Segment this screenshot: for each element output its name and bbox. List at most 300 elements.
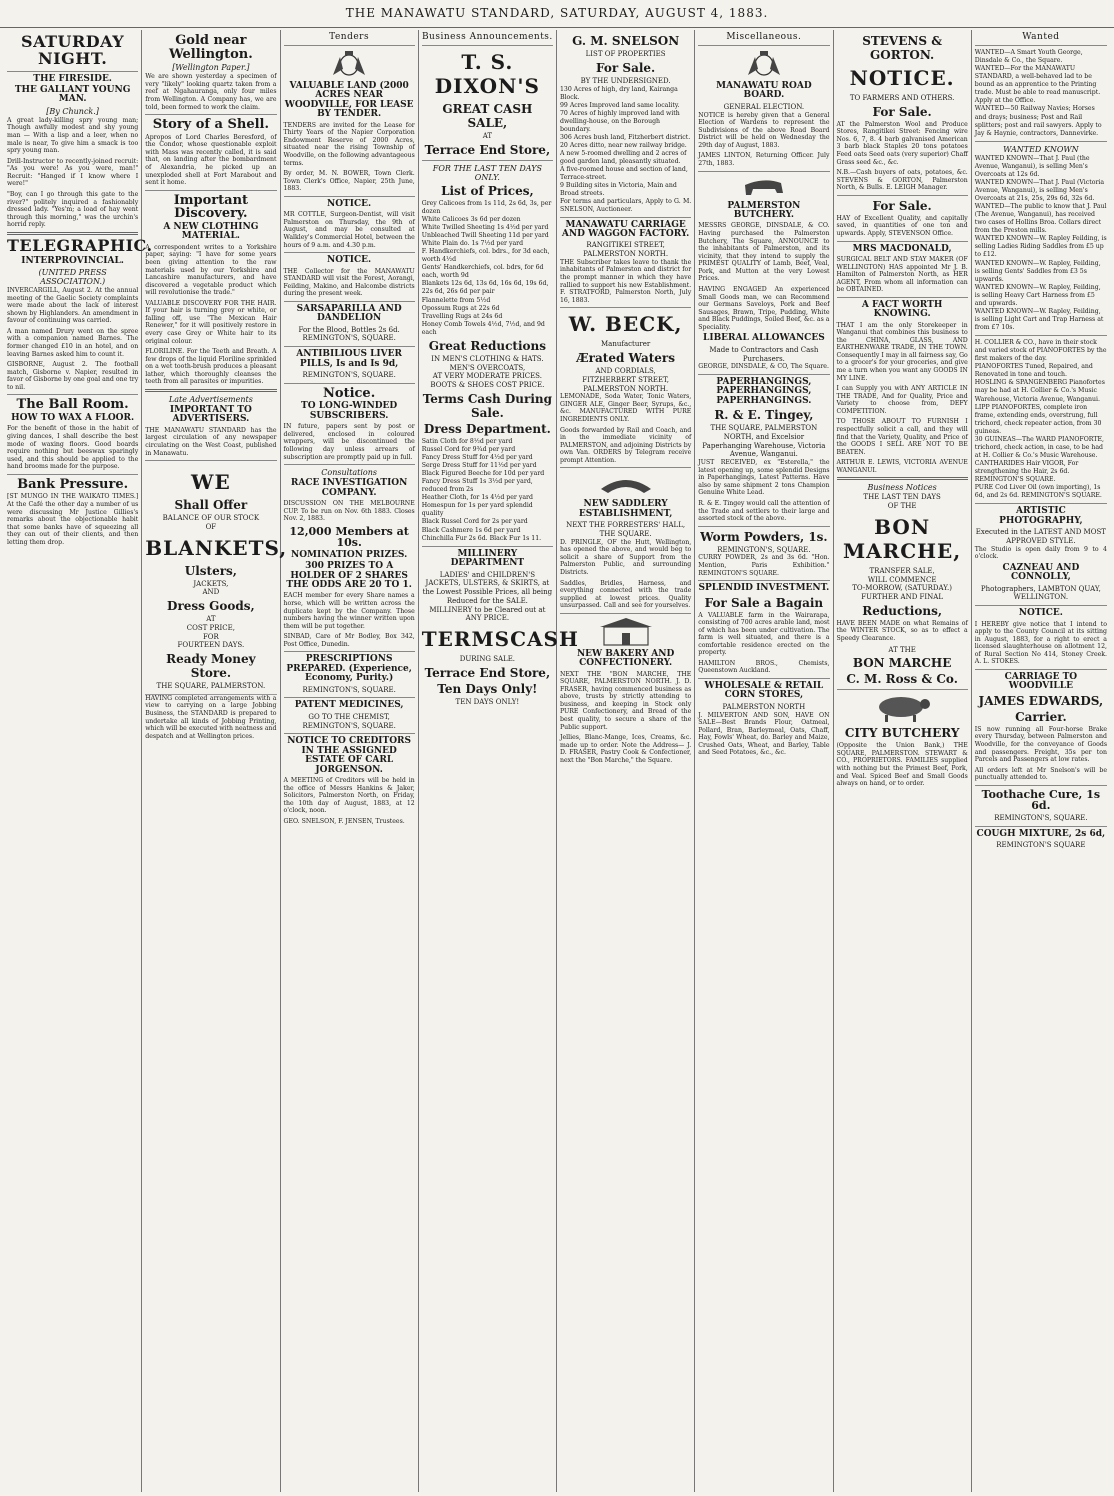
masthead: THE MANAWATU STANDARD, SATURDAY, AUGUST 4, 1883. [0,0,1114,28]
photography-heading: ARTISTIC PHOTOGRAPHY, [999,506,1083,526]
divider [698,678,829,679]
ad-line: AT [206,615,216,624]
carrier-heading: Carrier. [1015,709,1067,724]
article-text: CURRY POWDER, 2s and 3s 6d. "Hon. Mention, Paris Exhibition." REMINGTON'S SQUARE. [698,554,830,577]
column-2 [142,30,288,1492]
for-sale-heading: For Sale. [872,198,932,213]
list-item: WANTED KNOWN—That J. Paul (Victoria Avenue, Wanganui), is selling Men's Overcoats at 21s, 25s, 29s 6d, 32s 6d. [974,178,1105,202]
list-item: WANTED KNOWN—W. Rapley, Feilding, is selling Gents' Saddles from £3 5s upwards. [974,259,1101,283]
ad-line: Ærated Waters [576,351,675,365]
ad-line: FOR THE LAST TEN DAYS ONLY. [432,163,542,182]
ad-line: Made to Contractors and Cash Purchasers. [709,345,819,363]
divider [284,196,415,197]
article-text: Jellies, Blanc-Mange, Ices, Creams, &c. made up to order. Note the Address— J. D. FRASER, Pastry Cook & Confectioner, next the "Bon Marche," the Square. [560,734,692,764]
ad-line: Ulsters, [184,563,237,578]
article-text: Saddles, Bridles, Harness, and everything connected with the trade supplied at lowest prices. Quality unsurpassed. Call and see for yourselves. [560,579,692,610]
list-item: F. Handkerchiefs, col. bdrs., for 3d each, worth 4½d [421,248,550,264]
bank-pressure-title: Bank Pressure. [17,476,129,492]
article-text: INVERCARGILL, August 2. At the annual meeting of the Gaelic Society complaints were made about the lack of interest shown by Highlanders. An amendment in favour of continuing was carried. [7,287,139,325]
ad-line: LIST OF PROPERTIES [585,50,666,58]
list-item: Travelling Rugs at 24s 6d [421,312,503,320]
ad-line: REMINGTON'S, SQUARE. [994,813,1088,822]
termscash-heading: TERMSCASH [421,627,579,651]
dixon-title: T. S. DIXON'S [434,50,540,98]
race-company-heading: RACE INVESTIGATION COMPANY. [290,478,408,498]
article-text: J. MILVERTON AND SON, HAVE ON SALE—Best Brands Flour, Oatmeal, Pollard, Bran, Barleymeal, Oats, Chaff, Hay, Fowls' Wheat, do. Barley and Maize, Crushed Oats, Wheat, and Barley, Table and Seed Potatoes, &c., &c. [698,711,830,757]
list-item: Flannelette from 5½d [421,296,491,304]
ad-line: BON MARCHE [852,656,952,671]
paperhangings-heading: PAPERHANGINGS, PAPERHANGINGS, PAPERHANGINGS. [716,376,812,406]
sheep-icon [867,693,937,723]
allowances-heading: LIBERAL ALLOWANCES [703,333,825,344]
list-item: Black Russel Cord for 2s per yard [421,518,528,526]
divider [975,605,1107,606]
article-text: HAMILTON BROS., Chemists, Queenstown Auckland. [698,659,830,675]
divider [698,526,829,527]
article-text: [ST MUNGO IN THE WAIKATO TIMES.] At the Café the other day a number of us were discussing Mr Justice Gillies's remarks about the objectionable habit that some banks have of squeezing all they can out of their clients, and then letting them drop. [7,493,139,546]
column-3 [281,30,419,1492]
ad-line: PALMERSTON NORTH. [583,384,669,393]
notice-title: Notice. [323,385,376,401]
divider [7,394,138,395]
price-list-heading: List of Prices, [441,183,534,198]
article-text: Apropos of Lord Charles Beresford, of the Condor, whose questionable exploit with Mass was recently called, it is said that, on landing after the bombardment of Alexandria, he picked up an unexploded shell at Fort Marabout and sent it home. [145,133,277,187]
members-heading: 12,000 Members at 10s. [289,524,409,550]
page-columns [4,30,1110,1492]
ad-line: IN MEN'S CLOTHING & HATS. [431,354,544,363]
ad-line: AND CORDIALS, [595,367,656,375]
poem-text: A great lady-killing spry young man; Though awfully modest and shy young man — With a lisp and a leer, when no male is near, To give him a smack is too spry young man. [7,116,139,155]
article-text: A correspondent writes to a Yorkshire paper, saying: "I have for some years been giving attention to the raw materials used by our Yorkshire and Lancashire manufacturers, and have discovered a vegetable product which will revolutionise the trade." [145,243,277,297]
ad-line: OF THE [887,502,917,511]
for-sale-bagain-heading: For Sale a Bagain [704,595,824,610]
ad-line: JACKETS, [193,579,229,588]
list-item: H. COLLIER & CO., have in their stock and varied stock of PIANOFORTES by the first makers of the day. [974,339,1107,363]
list-item: A five-roomed house and section of land, Terrace-street. [560,166,688,182]
bon-marche-title: BON MARCHE, [842,514,962,563]
divider [698,374,829,375]
article-text: JUST RECEIVED, ex "Esterella," the latest opening up, some splendid Designs in Paperhangings, Latest Patterns. Have also by same shipment 2 tons Champion Genuine White Lead. [698,459,830,497]
list-item: White Plain do. 1s 7½d per yard [421,240,524,248]
article-text: "Boy, can I go through this gate to the river?" politely inquired a fashionably dressed lady. "Yes'm; a load of hay went through this morning," was the urchin's horrid reply. [7,190,139,229]
article-text: D. PRINGLE, OF the Hutt, Wellington, has opened the above, and would beg to solicit a share of Support from the Palmerston Public, and surrounding Districts. [560,538,692,576]
divider [7,71,138,72]
divider [975,45,1107,46]
ad-line: Executed in the LATEST AND MOST APPROVED STYLE. [975,528,1106,545]
consultations-label: Consultations [321,468,377,478]
section-label: Miscellaneous. [726,32,802,42]
road-board-heading: MANAWATU ROAD BOARD. [716,81,812,101]
ad-line: Manufacturer [601,340,651,349]
article-text: LEMONADE, Soda Water, Tonic Waters, GINGER ALE, Ginger Beer, Syrups, &c., &c. MANUFACTURED WITH PURE INGREDIENTS ONLY. [560,393,692,423]
ad-line: REMINGTON'S, SQUARE. [302,685,396,694]
article-text: A VALUABLE farm in the Wairarapa, consisting of 700 acres arable land, most of which has been under cultivation. The farm is well situated, and there is a comfortable residence erected on the property. [698,611,830,657]
creditors-heading: NOTICE TO CREDITORS IN THE ASSIGNED ESTATE OF CARL JORGENSON. [287,736,412,775]
ad-line: TRANSFER SALE, [869,566,935,575]
divider [284,651,415,652]
divider [560,307,691,308]
bakery-heading: NEW BAKERY AND CONFECTIONERY. [576,648,675,669]
article-text: THAT I am the only Storekeeper in Wanganui that combines this business to the CHINA, GLASS, AND EARTHENWARE TRADE, IN THE TOWN. Consequently I may in all fairness say, Go to a grocer's for your groceries, and give me a turn when you want any GOODS IN MY LINE. [836,321,968,382]
cough-mixture-heading: COUGH MIXTURE, 2s 6d, [976,828,1106,839]
bull-icon [739,175,789,199]
article-text: SINBAD, Care of Mr Bodley, Box 342, Post Office, Dunedin. [283,633,415,648]
telegraphic-title: TELEGRAPHIC. [7,235,153,255]
article-text: THE Collector for the MANAWATU STANDARD will visit the Forest, Aorangi, Feilding, Makino, and Halcombe districts during the present week. [283,267,415,298]
article-text: MESSRS GEORGE, DINSDALE, & CO. Having purchased the Palmerston Butchery, The Square, ANNOUNCE to the inhabitants of Palmerston, and its vicinity, that they intend to supply the PRIMEST QUALITY of Lamb, Beef, Veal, Pork, and Mutton at the very Lowest Prices. [698,222,830,283]
for-sale-heading: For Sale. [596,60,656,75]
column-7 [834,30,972,1492]
divider [284,301,415,302]
article-text: DISCUSSION ON THE MELBOURNE CUP. To be run on Nov. 6th 1883. Closes Nov. 2, 1883. [283,499,415,523]
divider [837,477,968,480]
article-text: MR COTTLE, Surgeon-Dentist, will visit Palmerston on Thursday, the 9th of August, and may be consulted at Walkley's Commercial Hotel, between the hours of 9 a.m. and 4.30 p.m. [283,211,415,249]
tingey-title: R. & E. Tingey, [714,408,814,423]
ad-line: Terrace End Store, [424,142,551,157]
notice-title: NOTICE. [849,66,955,90]
column-4 [419,30,579,1492]
ad-line: AT [482,132,493,140]
butchery-heading: PALMERSTON BUTCHERY. [727,200,801,220]
prizes-heading: 300 PRIZES TO A HOLDER OF 2 SHARES THE ODDS ARE 20 TO 1. [286,561,412,591]
ross-title: C. M. Ross & Co. [846,672,958,687]
list-item: Satin Cloth for 8½d per yard [421,437,513,445]
ad-line: OF [205,522,217,531]
article-text: GEORGE, DINSDALE, & CO, The Square. [698,363,829,371]
cazneau-heading: CAZNEAU AND CONNOLLY, [1002,562,1080,583]
column-5 [557,30,695,1492]
list-item: White Calicoes 3s 6d per dozen [421,215,521,223]
ad-line: Terrace End Store, [424,665,551,680]
royal-crest-icon [742,49,786,79]
list-item: A new 5-roomed dwelling and 2 acres of good garden land, pleasantly situated. [560,150,687,166]
section-label: Wanted [1022,32,1060,42]
divider [145,190,276,191]
list-item: 306 Acres bush land, Fitzherbert district. [560,133,691,141]
ad-line: TO-MORROW, (SATURDAY.) [852,584,952,593]
ad-line: MILLINERY to be Cleared out at ANY PRICE. [429,605,546,623]
ad-line: TO FARMERS AND OTHERS. [849,94,955,102]
article-text: TENDERS are invited for the Lease for Thirty Years of the Napier Corporation Endowment Reserve of 2000 Acres, situated near the rising Township of Woodville, on the following advantageous terms. [283,121,415,167]
patent-medicines-heading: PATENT MEDICINES, [294,700,404,711]
list-item: Black Figured Beeche for 10d per yard [421,470,545,478]
divider [837,689,968,690]
divider [284,45,415,46]
divider [284,733,415,734]
ad-line: WE [191,470,231,495]
ad-line: RANGITIKEI STREET, PALMERSTON NORTH. [583,241,669,259]
ad-line: COST PRICE, [186,623,235,632]
beck-title: W. BECK, [568,312,683,337]
investment-heading: SPLENDID INVESTMENT. [698,583,830,594]
bakery-building-icon [596,617,656,647]
article-text: Drill-Instructor to recently-joined recruit: "As you were! As you were, man!" Recruit: "Hanged if I know where I were!" [7,157,139,188]
list-item: Blankets 12s 6d, 13s 6d, 16s 6d, 19s 6d, 22s 6d, 26s 6d per pair [421,280,549,296]
millinery-heading: MILLINERY DEPARTMENT [450,548,525,569]
list-item: WANTED—A Smart Youth George, Dinsdale & Co., the Square. [974,49,1083,65]
ad-line: FOR [202,632,219,641]
notice-heading: NOTICE. [1018,608,1063,619]
article-text: IS now running all Four-horse Brake every Thursday, between Palmerston and Woodville, for the conveyance of Goods and passengers. Freight, 35s per ton Parcels and Passengers at low rates. [974,725,1107,764]
ad-line: GO TO THE CHEMIST, REMINGTON'S, SQUARE. [302,712,396,730]
ad-line: Photographers, LAMBTON QUAY, WELLINGTON. [980,584,1101,602]
divider [145,114,276,115]
divider [560,613,691,614]
divider [422,546,553,547]
list-item: WANTED—The public to know that J. Paul (The Avenue, Wanganui), has received two cases of Hollins Broa. Collars direct from the Preston mills. [974,203,1107,235]
article-text: I can Supply you with ANY ARTICLE IN THE TRADE, And for Quality, Price and Variety to choose from, DEFY COMPETITION. [836,385,968,415]
divider [698,45,829,46]
list-item: Black Cashmere 1s 6d per yard [421,526,521,534]
ad-line: Ten Days Only! [437,681,538,696]
list-item: Chinchilla Fur 2s 6d. Black Fur 1s 11. [421,534,542,542]
article-text: I HEREBY give notice that I intend to apply to the County Council at its sitting in August, 1883, for a right to erect a licensed slaughterhouse on allotment 12, of Rural Section No 414, Stoney Creek. A. L. STOKES. [974,620,1107,666]
clothing-material-heading: A NEW CLOTHING MATERIAL. [163,221,259,242]
ad-line: FURTHER AND FINAL [861,593,943,602]
ad-line: REMINGTON'S SQUARE [996,841,1086,850]
toothache-heading: Toothache Cure, 1s 6d. [981,787,1101,813]
divider [422,45,553,46]
article-text: EACH member for every Share names a horse, which will be written across the duplicate kept by the Company. Those numbers having the winner written upon them will be put together. [283,592,415,630]
list-item: PIANOFORTES Tuned, Repaired, and Renovated in tone and touch. [974,363,1093,379]
article-text: For the benefit of those in the habit of giving dances, I shall describe the best mode of waxing floors. Good boards require nothing but beeswax sparingly used, and this should be applied to the hand brooms made for the purpose. [7,425,139,471]
article-text: HAVING completed arrangements with a view to carrying on a large Jobbing Business, the STANDARD is prepared to undertake all kinds of Jobbing Printing, which will be executed with neatness and despatch and at Wellington prices. [145,694,277,740]
ad-line: THE SQUARE, PALMERSTON NORTH, and Excelsior Paperhanging Warehouse, Victoria Avenue, Wanganui. [702,424,826,459]
ad-line: AND [202,588,220,597]
article-text: ARTHUR E. LEWIS, VICTORIA AVENUE WANGANUI. [836,459,968,474]
advertisers-heading: IMPORTANT TO ADVERTISERS. [169,404,252,425]
list-item: WANTED KNOWN—W. Rapley Feilding, is selling Ladies Riding Saddles from £5 up to £12. [974,235,1107,259]
column-6 [695,30,833,1492]
press-note: (UNITED PRESS ASSOCIATION.) [38,268,107,287]
list-item: Russel Cord for 9¾d per yard [421,445,516,453]
divider [837,195,968,196]
sarsaparilla-heading: SARSAPARILLA AND DANDELION [296,303,402,324]
ad-line: GREAT CASH SALE, [442,102,533,130]
divider [284,252,415,253]
list-item: WANTED—For the MANAWATU STANDARD, a well-behaved lad to be bound as an apprentice to the Printing trade. Must be able to read manuscript. Apply at the Office. [974,65,1101,105]
liver-pills-heading: ANTIBILIOUS LIVER PILLS, Is and Is 9d, [296,349,402,369]
divider [284,464,415,465]
ad-line: BLANKETS, [145,535,288,560]
worm-powders-heading: Worm Powders, 1s. [700,529,828,544]
article-text: NEXT THE "BON MARCHE, THE SQUARE, PALMERSTON NORTH. J. D. FRASER, having commenced business as above, trusts by strictly attending to business, and keeping in Stock only PURE Confectionery, and Bread of the best quality, to secure a share of the Public support. [560,670,692,731]
list-item: 130 Acres of high, dry land, Kairanga Block. [560,85,678,101]
divider [975,141,1107,142]
article-text: IN future, papers sent by post or delivered, enclosed in coloured wrappers, will be discontinued the following day unless arrears of subscription are promptly paid up in full. [283,423,415,461]
ad-line: REMINGTON'S, SQUARE. [717,545,811,554]
article-text: A man named Drury went on the spree with a companion named Barnes. The former changed £10 in an hotel, and on leaving Barnes asked him to count it. [7,327,139,358]
divider [284,346,415,347]
ad-line: BY THE UNDERSIGNED. [580,76,671,85]
article-text: N.B.—Cash buyers of oats, potatoes, &c. STEVENS & GORTON, Palmerston North, & Bulls. E. LEIGH Manager. [836,169,968,192]
article-text: R. & E. Tingey would call the attention of the Trade and settlers to their large and assorted stock of the above. [698,499,830,523]
ad-line: BOOTS & SHOES COST PRICE. [430,381,545,390]
property-list [560,86,691,199]
for-sale-heading: For Sale. [872,104,932,119]
article-text: HAVING ENGAGED An experienced Small Goods man, we can Recommend our Germans Saveloys, Pork and Beef Sausages, Brawn, Tripe, Pudding, White and Black Puddings, Soiled Beef, &c. as a Speciality. [698,285,830,331]
ad-line: REMINGTON'S, SQUARE. [302,371,396,379]
wanted-list [975,49,1107,138]
divider [975,669,1107,670]
article-text: THE Subscriber takes leave to thank the inhabitants of Palmerston and district for the prompt manner in which they have rallied to support his new Establishment. F. STRATFORD, Palmerston North, July 16, 1883. [560,258,692,304]
section-label: WANTED KNOWN [1003,144,1079,154]
ad-line: GENERAL ELECTION. [723,102,805,111]
story-shell-title: Story of a Shell. [152,117,269,133]
ad-line: NEXT THE FORRESTERS' HALL, THE SQUARE. [566,521,686,538]
list-item: PURE Cod Liver Oil (own importing), 1s 6d, and 2s 6d. REMINGTON'S SQUARE. [974,484,1102,500]
article-text: All orders left at Mr Snelson's will be punctually attended to. [974,766,1107,782]
gallant-heading: THE GALLANT YOUNG MAN. [14,85,131,105]
list-item: CANTHARIDES Hair VIGOR, For strengthening the Hair, 2s 6d. REMINGTON'S SQUARE. [974,460,1079,484]
divider [422,160,553,161]
saddle-icon [596,471,656,497]
ad-line: Shall Offer [174,498,248,513]
ad-line: FOURTEEN DAYS. [177,641,245,650]
article-text: (Opposite the Union Bank,) THE SQUARE, PALMERSTON. STEWART & CO., PROPRIETORS. FAMILIES supplied with nothing but the Primest Beef, Pork, and Veal. Spiced Beef and Small Goods always on hand, or to order. [836,742,968,788]
carriage-heading: CARRIAGE TO WOODVILLE [1004,672,1078,692]
nomination-heading: NOMINATION PRIZES. [290,549,408,560]
divider [560,467,691,468]
city-butchery-heading: CITY BUTCHERY [844,726,960,741]
article-text: VALUABLE DISCOVERY FOR THE HAIR. If your hair is turning grey or white, or falling off, use "The Mexican Hair Renewer," for it will positively restore in every case Grey or White hair to its original colour. [145,299,277,345]
article-text: NOTICE is hereby given that a General Election of Wardens to represent the Subdivisions of the above Road Board District will be held on Wednesday the 29th day of August, 1883. [698,111,830,149]
divider [975,503,1107,504]
saddlery-heading: NEW SADDLERY ESTABLISHMENT, [578,499,673,519]
list-item: Opossum Rugs at 22s 6d [421,304,500,312]
ball-room-title: The Ball Room. [16,397,129,413]
piano-list [975,339,1107,500]
ad-line: THE LAST TEN DAYS [863,493,941,502]
ad-line: WILL COMMENCE [867,575,937,584]
article-text: We are shown yesterday a specimen of very "likely" looking quartz taken from a reef at Ngahauranga, only four miles from Wellington. A Company has, we are told, been formed to work the claim. [145,73,277,111]
article-text: HAVE BEEN MADE on what Remains of the WINTER STOCK, so as to effect a Speedy Clearance. [836,619,968,642]
macdonald-heading: MRS MACDONALD, [852,243,952,254]
ad-line: AT THE [888,645,916,654]
section-label: Business Notices [867,483,937,493]
price-list [422,200,553,337]
ad-line: Ready Money Store. [166,652,256,681]
fireside-heading: THE FIRESIDE. [33,73,112,84]
article-text: SURGICAL BELT AND STAY MAKER (OF WELLINGTON) HAS appointed Mr J. B. Hamilton of Palmerston North, as HER AGENT, From whom all information can be OBTAINED. [836,255,968,294]
article-text: HAY of Excellent Quality, and capitally saved, in quantities of one ton and upwards. Apply, STEVENSON Office. [836,214,968,237]
divider [698,580,829,581]
list-item: WANTED KNOWN—That J. Paul (the Avenue, Wanganui), is selling Men's Overcoats at 12s 6d. [974,154,1090,178]
price-list [422,438,553,543]
ad-line: For the Blood, Bottles 2s 6d. REMINGTON'S, SQUARE. [298,325,400,343]
list-item: Grey Calicoes from 1s 11d, 2s 6d, 3s, per dozen [421,199,552,215]
divider [837,297,968,298]
royal-crest-icon [327,49,371,79]
list-item: Fancy Dress Stuff for 4½d per yard [421,453,533,461]
list-item: Gents' Handkerchiefs, col. bdrs, for 6d each, worth 9d [421,264,544,280]
article-text: The Studio is open daily from 9 to 4 o'clock. [974,545,1107,561]
corn-stores-heading: WHOLESALE & RETAIL CORN STORES, [704,681,824,701]
ad-line: FITZHERBERT STREET, [582,375,669,384]
article-text: AT the Palmerston Wool and Produce Stores, Rangitikei Street: Fencing wire Nos. 6, 7, 8. 4 barb galvanised American 3 barb black Staples 20 tons potatoes Feed oats Seed oats (very superior) Chaff Grass seed &c., &c. [836,120,968,166]
ad-line: PALMERSTON NORTH [722,702,806,711]
divider [7,474,138,475]
list-item: 20 Acres ditto, near new railway bridge. [560,141,687,149]
edwards-title: JAMES EDWARDS, [978,693,1104,708]
list-item: 99 Acres Improved land same locality. [560,101,680,109]
divider [145,460,276,461]
divider [284,697,415,698]
list-item: WANTED KNOWN—W. Rapley, Feilding, is selling Light Cart and Trap Harness at from £7 10s. [974,307,1104,331]
article-text: GEO. SNELSON, F. JENSEN, Trustees. [283,817,405,825]
ad-line: MEN'S OVERCOATS, [449,363,526,372]
article-text: Goods forwarded by Rail and Coach, and in the immediate vicinity of PALMERSTON, and adjoining Districts by own Van. ORDERS by Telegram receive prompt Attention. [560,426,692,464]
divider [698,171,829,172]
ad-line: DURING SALE. [459,655,516,663]
notice-heading: NOTICE. [327,255,372,266]
ad-line: LADIES' and CHILDREN'S JACKETS, ULSTERS, & SKIRTS, at the Lowest Possible Prices, all being Reduced for the SALE. [422,570,553,605]
divider [975,826,1107,827]
article-text: GISBORNE, August 2. The football match, Gisborne v. Napier, resulted in favor of Gisborne by one goal and one try to nil. [7,361,139,391]
list-item: Unbleached Twill Sheeting 11d per yard [421,232,549,239]
column-1 [4,30,153,1492]
list-item: Homespun for 1s per yard splendid quality [421,502,533,518]
ad-line: Terms Cash During Sale. [422,391,552,420]
reductions-heading: Reductions, [862,603,943,618]
gold-wellington-title: Gold near Wellington. [168,33,253,62]
stevens-gorton-title: STEVENS & GORTON. [862,34,943,62]
byline: [By Chunck.] [46,106,99,116]
list-item: 70 Acres of highly improved land with dwelling-house, on the Borough boundary. [560,109,680,133]
list-item: Honey Comb Towels 4½d, 7½d, and 9d each [421,320,545,336]
divider [560,217,691,218]
important-discovery-title: Important Discovery. [173,192,249,222]
article-text: TO THOSE ABOUT TO FURNISH I respectfully solicit a call, and they will find that the Variety, Quality, and Price of the GOODS I SELL ARE NOT TO BE BEATEN. [836,418,968,456]
list-item: Heather Cloth, for 1s 4½d per yard [421,494,533,502]
wax-floor-heading: HOW TO WAX A FLOOR. [11,412,135,423]
saturday-night-title: SATURDAY NIGHT. [21,32,125,68]
divider [975,785,1107,786]
prescriptions-heading: PRESCRIPTIONS PREPARED. (Experience, Economy, Purity.) [286,654,412,684]
column-8 [972,30,1110,1492]
list-item: HOSLING & SPANGENBERG Pianofortes may be had at H. Collier & Co.'s Music Warehouse, Victoria Avenue, Wanganui. [974,379,1105,403]
ad-line: BALANCE OF OUR STOCK [162,514,260,523]
section-label: Tenders [329,32,370,42]
list-item: 9 Building sites in Victoria, Main and Broad streets. [560,182,677,198]
divider [975,335,1107,336]
article-text: For terms and particulars, Apply to G. M. SNELSON, Auctioneer. [560,198,692,213]
list-item: Fancy Dress Stuff 1s 3½d per yard, reduced from 2s [421,478,533,494]
tender-heading: VALUABLE LAND (2000 ACRES NEAR WOODVILLE, FOR LEASE BY TENDER. [284,81,414,120]
ad-line: Dress Goods, [167,599,255,614]
list-item: WANTED KNOWN—W. Rapley, Feilding, is selling Heavy Cart Harness from £5 and upwards. [974,283,1101,307]
late-ads-label: Late Advertisements [168,394,253,404]
carriage-factory-heading: MANAWATU CARRIAGE AND WAGGON FACTORY. [561,219,690,239]
article-text: FLORILINE. For the Teeth and Breath. A few drops of the liquid Floriline sprinkled on a wet tooth-brush produces a pleasant lather, which thoroughly cleanses the teeth from all parasites or impurities. [145,348,277,386]
article-text: A MEETING of Creditors will be held in the office of Messrs Hankins & Jaker, Solicitors, Palmerston North, on Friday, the 10th day of August, 1883, at 12 o'clock, noon. [283,777,415,815]
section-label: Business Announcements. [421,32,553,42]
list-item: Serge Dress Stuff for 11½d per yard [421,462,537,469]
ad-line: AT VERY MODERATE PRICES. [432,372,542,381]
great-reductions-heading: Great Reductions [428,338,547,353]
article-text: THE MANAWATU STANDARD has the largest circulation of any newspaper circulating on the West Coast, published in Manawatu. [145,426,277,457]
divider [145,389,276,392]
notice-heading: NOTICE. [327,198,372,209]
list-item: WANTED—50 Railway Navies; Horses and drays; business; Post and Rail splitters; post and rail sawyers. Apply to Jay & Haynie, contractors, Dannevirke. [974,105,1102,137]
interprovincial-heading: INTERPROVINCIAL. [21,255,124,266]
divider [837,241,968,242]
fact-heading: A FACT WORTH KNOWING. [861,299,943,320]
wanted-known-list [975,155,1107,332]
article-text: JAMES LINTON, Returning Officer. July 27th, 1883. [698,152,830,167]
list-item: LIPP PIANOFORTES, complete iron frame, extending ends, overstrung, full trichord, check repeater action, from 30 guineas. [974,403,1102,435]
divider [7,232,138,235]
